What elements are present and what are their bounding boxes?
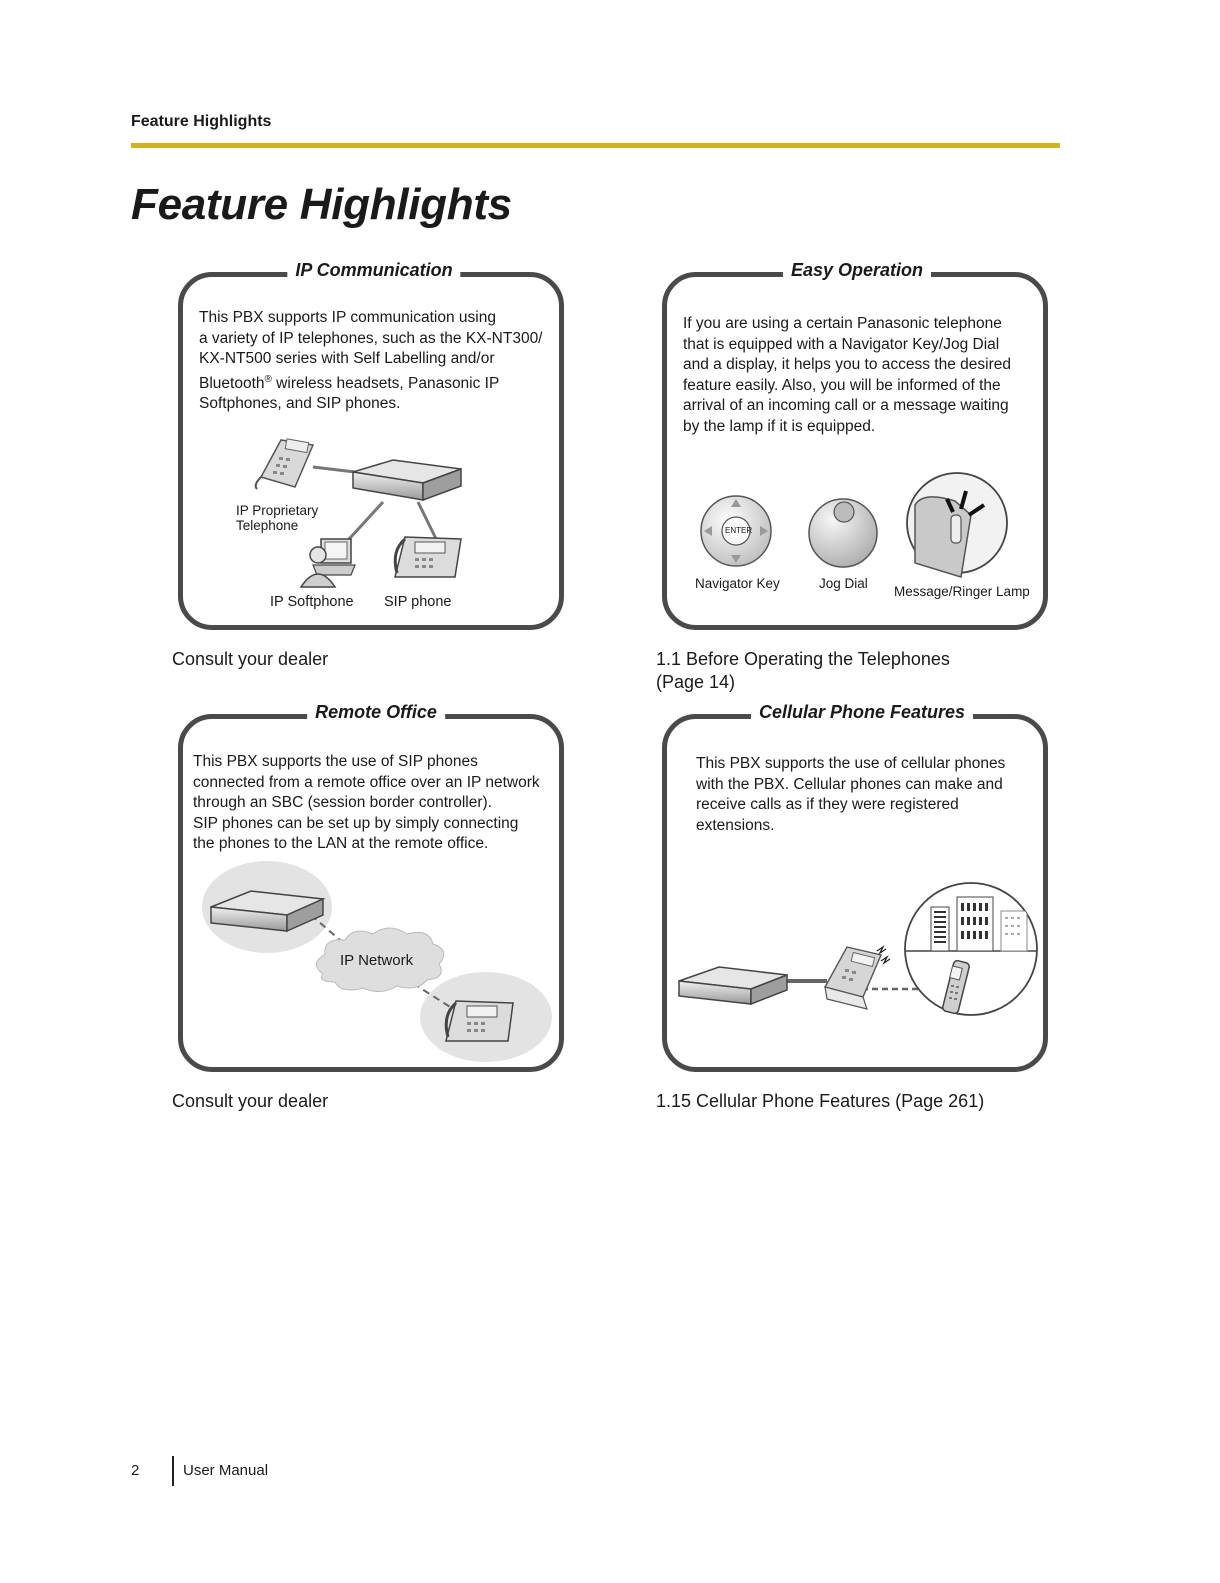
easy-operation-reference [656,648,950,694]
ip-softphone-label: IP Softphone [270,594,354,610]
ip-network-diagram [183,277,569,635]
remote-office-diagram [183,719,569,1077]
message-ringer-lamp-icon [907,473,1007,577]
panel-title: IP Communication [287,260,460,281]
panel-title: Easy Operation [783,260,931,281]
ip-network-label: IP Network [340,952,414,969]
ip-proprietary-label [236,503,318,533]
ip-proprietary-telephone-icon [256,439,313,489]
text-line: This PBX supports the use of SIP phones [193,753,478,770]
page-number: 2 [131,1462,140,1479]
pbx-unit-icon [679,967,787,1004]
text-line: SIP phones can be set up by simply connecting [193,814,519,832]
text-line: connected from a remote office over an IP network [193,773,540,791]
easy-operation-panel [662,260,1048,630]
cellular-diagram [667,719,1053,1077]
running-header: Feature Highlights [131,113,272,130]
ip-softphone-icon [301,539,355,587]
text-line: with the PBX. Cellular phones can make and [696,775,1003,793]
text-line: If you are using a certain Panasonic telephone [683,315,1002,332]
jog-dial-icon [809,499,877,567]
navigator-key-label: Navigator Key [695,576,780,591]
text-fragment: Bluetooth [199,374,265,392]
cellular-reference: 1.15 Cellular Phone Features (Page 261) [656,1091,985,1111]
text-line: This PBX supports the use of cellular phones [696,755,1006,772]
panel-title: Remote Office [307,702,445,723]
ip-communication-reference: Consult your dealer [172,649,329,669]
text-line: Softphones, and SIP phones. [199,395,401,413]
enter-key-label: ENTER [725,526,753,535]
desk-telephone-icon [825,947,881,1009]
text-line: This PBX supports IP communication using [199,309,496,326]
remote-office-panel [178,702,564,1072]
sip-phone-label: SIP phone [384,594,452,610]
panel-title: Cellular Phone Features [751,702,973,723]
remote-office-reference: Consult your dealer [172,1091,329,1111]
text-line: extensions. [696,816,775,834]
sip-phone-icon [395,537,461,577]
registered-mark: ® [264,373,272,385]
text-line: and a display, it helps you to access the desired [683,356,1011,373]
sip-phone-icon [446,1001,513,1041]
reference-line: (Page 14) [656,672,736,692]
footer-manual-name: User Manual [183,1462,269,1479]
text-line: that is equipped with a Navigator Key/Jog Dial [683,335,1000,353]
text-line: by the lamp if it is equipped. [683,417,876,435]
label-line: IP Proprietary [236,503,319,518]
text-line: through an SBC (session border controller). [193,794,492,811]
cellular-phone-features-panel [662,702,1048,1072]
ip-communication-panel [178,260,564,630]
text-line: receive calls as if they were registered [696,796,959,813]
text-line: a variety of IP telephones, such as the KX-NT300/ [199,329,543,347]
text-line: the phones to the LAN at the remote office. [193,835,489,852]
jog-dial-label: Jog Dial [819,576,868,591]
page-title: Feature Highlights [131,180,512,229]
reference-line: 1.1 Before Operating the Telephones [656,649,950,669]
pbx-unit-icon [353,460,461,500]
text-line: arrival of an incoming call or a message waiting [683,397,1009,414]
text-fragment: wireless headsets, Panasonic IP [271,374,500,392]
footer-divider [172,1456,174,1486]
text-line: KX-NT500 series with Self Labelling and/or [199,350,495,367]
label-line: Telephone [236,518,299,533]
city-buildings-icon [897,883,1047,1015]
header-rule [131,143,1060,148]
text-line: feature easily. Also, you will be informed of the [683,376,1001,394]
message-ringer-lamp-label: Message/Ringer Lamp [894,584,1030,599]
